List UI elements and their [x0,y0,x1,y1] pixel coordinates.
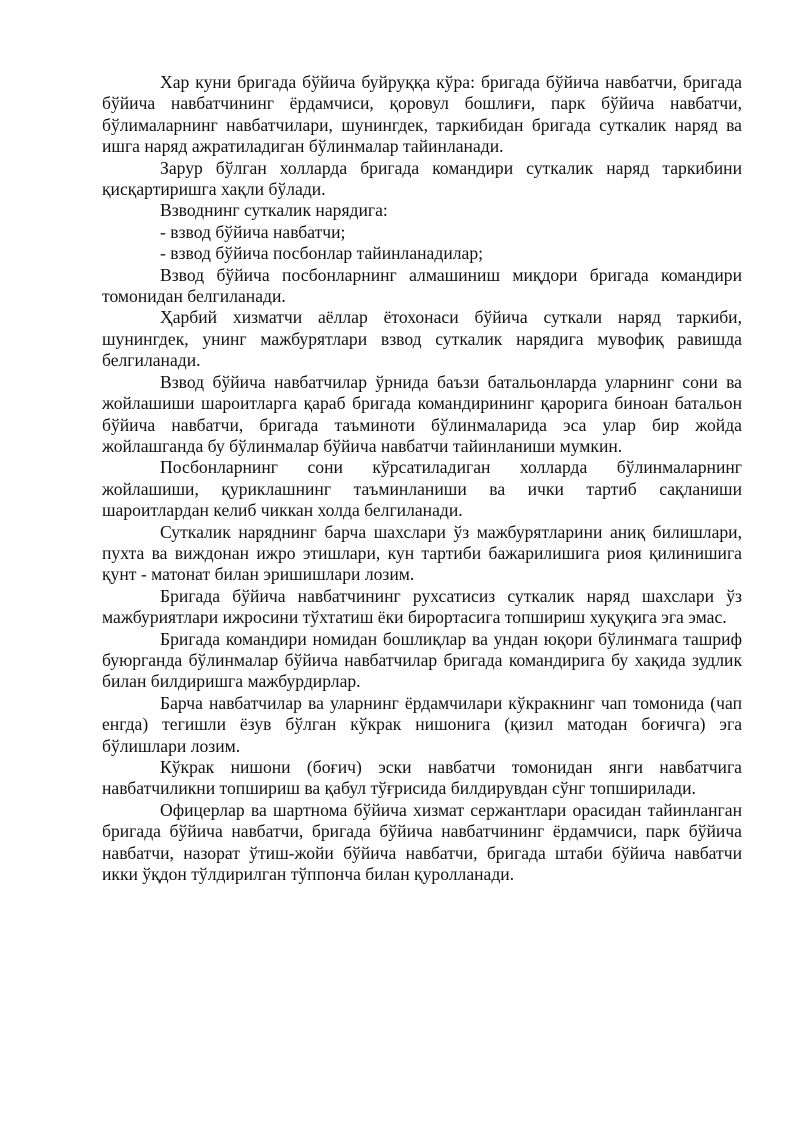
paragraph-14: Кўкрак нишони (боғич) эски навбатчи томонидан янги навбатчига навбатчиликни топшириш ва қабул тўғрисида билдирувдан сўнг топширилади. [102,757,742,799]
paragraph-1: Хар куни бригада бўйича буйруққа кўра: бригада бўйича навбатчи, бригада бўйича навбатчининг ёрдамчиси, қоровул бошлиғи, парк бўйича навбатчи, бўлималарнинг навбатчилари, шунингдек, таркибидан бригада суткалик наряд ва ишга наряд ажратиладиган бўлинмалар тайинланади. [102,72,742,157]
paragraph-10: Суткалик наряднинг барча шахслари ўз мажбурятларини аниқ билишлари, пухта ва виждонан ижро этишлари, кун тартиби бажарилишига риоя қилинишига қунт - матонат билан эришишлари лозим. [102,521,742,585]
paragraph-6: Взвод бўйича посбонларнинг алмашиниш миқдори бригада командири томонидан белгиланади. [102,264,742,307]
paragraph-9: Посбонларнинг сони кўрсатиладиган холларда бўлинмаларнинг жойлашиши, қуриклашнинг таъминланиши ва ички тартиб сақланиши шароитлардан келиб чиккан холда белгиланади. [102,457,742,521]
paragraph-13: Барча навбатчилар ва уларнинг ёрдамчилари кўкракнинг чап томонида (чап енгда) тегишли ёзув бўлган кўкрак нишонига (қизил матодан боғичга) эга бўлишлари лозим. [102,692,742,756]
document-body [102,72,742,885]
paragraph-12: Бригада командири номидан бошлиқлар ва ундан юқори бўлинмага ташриф буюрганда бўлинмалар бўйича навбатчилар бригада командирига бу хақида зудлик билан билдиришга мажбурдирлар. [102,628,742,692]
paragraph-4: - взвод бўйича навбатчи; [160,221,346,242]
paragraph-11: Бригада бўйича навбатчининг рухсатисиз суткалик наряд шахслари ўз мажбуриятлари ижросини тўхтатиш ёки бирортасига топшириш хуқуқига эга эмас. [102,585,742,628]
paragraph-7: Ҳарбий хизматчи аёллар ётохонаси бўйича суткали наряд таркиби, шунингдек, унинг мажбурятлари взвод суткалик нарядига мувофиқ равишда белгиланади. [102,307,742,371]
paragraph-2: Зарур бўлган холларда бригада командири суткалик наряд таркибини қисқартиришга хақли бўлади. [102,157,742,200]
paragraph-15: Офицерлар ва шартнома бўйича хизмат сержантлари орасидан тайинланган бригада бўйича навбатчи, бригада бўйича навбатчининг ёрдамчиси, парк бўйича навбатчи, назорат ўтиш-жойи бўйича навбатчи, бригада штаби бўйича навбатчи икки ўқдон тўлдирилган тўппонча билан қуролланади. [102,799,742,885]
paragraph-3: Взводнинг суткалик нарядига: [160,200,388,221]
paragraph-5: - взвод бўйича посбонлар тайинланадилар; [160,243,484,264]
paragraph-8: Взвод бўйича навбатчилар ўрнида баъзи батальонларда уларнинг сони ва жойлашиши шароитларга қараб бригада командирининг қарорига биноан батальон бўйича навбатчи, бригада таъминоти бўлинмаларида эса улар бир жойда жойлашганда бу бўлинмалар бўйича навбатчи тайинланиши мумкин. [102,371,742,456]
